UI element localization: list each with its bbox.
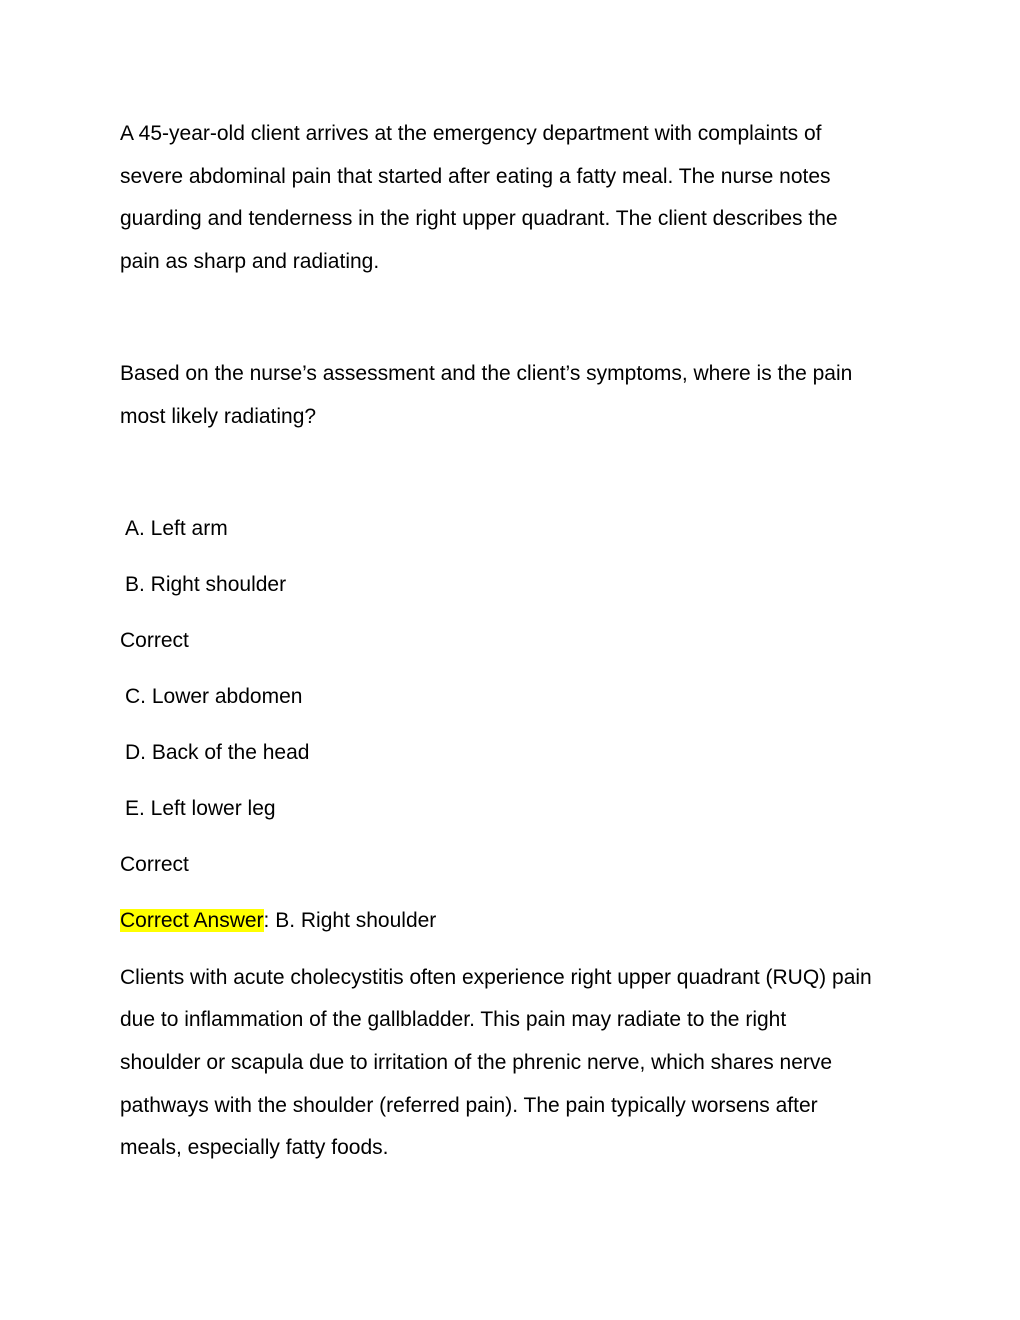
correct-answer-line <box>120 908 436 934</box>
question-prompt-line: Based on the nurse’s assessment and the client’s symptoms, where is the pain <box>120 362 853 385</box>
question-stem-line: A 45-year-old client arrives at the emergency department with complaints of <box>120 122 822 145</box>
rationale-line: Clients with acute cholecystitis often experience right upper quadrant (RUQ) pain <box>120 966 872 989</box>
rationale-line: meals, especially fatty foods. <box>120 1136 389 1159</box>
option-b: B. Right shoulder <box>125 573 287 596</box>
rationale-line: shoulder or scapula due to irritation of the phrenic nerve, which shares nerve <box>120 1051 833 1074</box>
correct-marker: Correct <box>120 853 189 876</box>
question-stem-line: guarding and tenderness in the right upper quadrant. The client describes the <box>120 207 838 230</box>
rationale-line: due to inflammation of the gallbladder. This pain may radiate to the right <box>120 1008 787 1031</box>
option-c: C. Lower abdomen <box>125 685 303 708</box>
option-d: D. Back of the head <box>125 741 310 764</box>
correct-answer-value: : B. Right shoulder <box>263 909 437 932</box>
question-prompt-line: most likely radiating? <box>120 405 317 428</box>
rationale-line: pathways with the shoulder (referred pain). The pain typically worsens after <box>120 1094 818 1117</box>
question-stem-line: severe abdominal pain that started after eating a fatty meal. The nurse notes <box>120 165 831 188</box>
correct-answer-label: Correct Answer <box>120 909 264 932</box>
option-e: E. Left lower leg <box>125 797 276 820</box>
correct-marker: Correct <box>120 629 189 652</box>
question-stem-line: pain as sharp and radiating. <box>120 250 380 273</box>
option-a: A. Left arm <box>125 517 228 540</box>
